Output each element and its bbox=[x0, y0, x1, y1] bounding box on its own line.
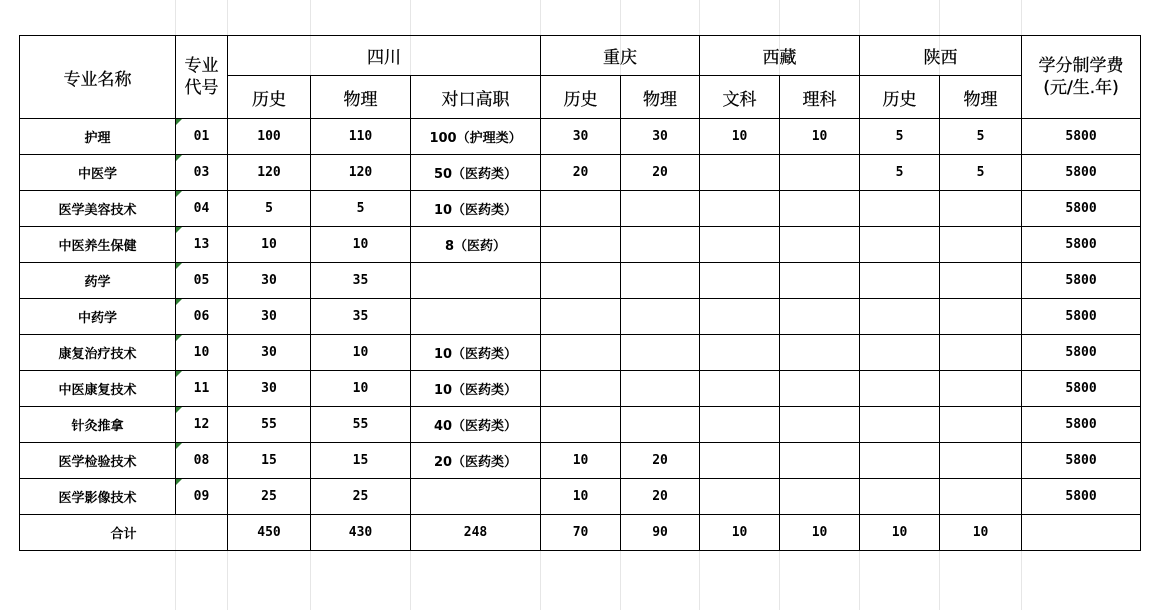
cq-physics-cell[interactable] bbox=[621, 191, 700, 227]
cq-physics-cell[interactable] bbox=[621, 407, 700, 443]
fee-header[interactable] bbox=[1022, 36, 1141, 119]
xz-science-cell[interactable] bbox=[780, 371, 860, 407]
comment-marker-icon bbox=[176, 263, 182, 269]
major-name-cell[interactable]: 医学影像技术 bbox=[20, 479, 176, 515]
code-value: 11 bbox=[193, 381, 210, 396]
xz-liberal-cell[interactable] bbox=[700, 299, 780, 335]
code-value: 06 bbox=[193, 309, 210, 324]
code-cell[interactable] bbox=[176, 443, 228, 479]
sc-vocational-cell[interactable]: 10（医药类） bbox=[411, 371, 541, 407]
sx-history-cell[interactable]: 5 bbox=[860, 119, 940, 155]
comment-marker-icon bbox=[176, 299, 182, 305]
comment-marker-icon bbox=[176, 443, 182, 449]
fee-cell[interactable]: 5800 bbox=[1022, 407, 1141, 443]
cq-physics-cell[interactable] bbox=[621, 299, 700, 335]
cq-physics-cell[interactable] bbox=[621, 371, 700, 407]
code-cell[interactable] bbox=[176, 335, 228, 371]
comment-marker-icon bbox=[176, 227, 182, 233]
cq-history-cell[interactable]: 30 bbox=[541, 119, 621, 155]
sc-vocational-cell[interactable] bbox=[411, 263, 541, 299]
comment-marker-icon bbox=[176, 407, 182, 413]
table-row bbox=[20, 299, 1141, 335]
major-name-cell[interactable]: 中医康复技术 bbox=[20, 371, 176, 407]
sc-physics-header[interactable]: 物理 bbox=[311, 76, 411, 119]
header-row-1 bbox=[20, 36, 1141, 76]
sc-vocational-cell[interactable]: 8（医药） bbox=[411, 227, 541, 263]
sx-history-cell[interactable] bbox=[860, 479, 940, 515]
sc-vocational-cell[interactable]: 10（医药类） bbox=[411, 191, 541, 227]
total-xz-science-cell[interactable]: 10 bbox=[780, 515, 860, 551]
cq-history-cell[interactable] bbox=[541, 263, 621, 299]
table-row bbox=[20, 191, 1141, 227]
code-cell[interactable] bbox=[176, 407, 228, 443]
code-cell[interactable] bbox=[176, 191, 228, 227]
cq-physics-header[interactable]: 物理 bbox=[621, 76, 700, 119]
xz-liberal-cell[interactable] bbox=[700, 155, 780, 191]
code-cell[interactable] bbox=[176, 155, 228, 191]
sx-history-cell[interactable]: 5 bbox=[860, 155, 940, 191]
xz-liberal-cell[interactable] bbox=[700, 443, 780, 479]
xz-science-cell[interactable] bbox=[780, 263, 860, 299]
sc-physics-cell[interactable]: 10 bbox=[311, 227, 411, 263]
fee-cell[interactable]: 5800 bbox=[1022, 119, 1141, 155]
sc-physics-cell[interactable]: 10 bbox=[311, 335, 411, 371]
cq-history-cell[interactable]: 10 bbox=[541, 479, 621, 515]
table-row bbox=[20, 407, 1141, 443]
fee-cell[interactable]: 5800 bbox=[1022, 299, 1141, 335]
total-sc-physics-cell[interactable]: 430 bbox=[311, 515, 411, 551]
xz-science-header[interactable]: 理科 bbox=[780, 76, 860, 119]
sc-history-cell[interactable]: 10 bbox=[228, 227, 311, 263]
sx-physics-cell[interactable]: 5 bbox=[940, 155, 1022, 191]
sc-history-cell[interactable]: 30 bbox=[228, 335, 311, 371]
code-header-line1: 专业 bbox=[184, 56, 219, 76]
sx-physics-cell[interactable] bbox=[940, 263, 1022, 299]
major-name-cell[interactable]: 中医学 bbox=[20, 155, 176, 191]
cq-history-cell[interactable] bbox=[541, 335, 621, 371]
xz-liberal-cell[interactable] bbox=[700, 335, 780, 371]
code-value: 03 bbox=[193, 165, 210, 180]
xz-science-cell[interactable] bbox=[780, 227, 860, 263]
sx-history-cell[interactable] bbox=[860, 299, 940, 335]
sichuan-header[interactable]: 四川 bbox=[228, 36, 541, 76]
code-value: 09 bbox=[193, 489, 210, 504]
table-row bbox=[20, 119, 1141, 155]
xz-science-cell[interactable]: 10 bbox=[780, 119, 860, 155]
cq-physics-cell[interactable] bbox=[621, 263, 700, 299]
comment-marker-icon bbox=[176, 119, 182, 125]
sc-physics-cell[interactable]: 35 bbox=[311, 263, 411, 299]
total-row bbox=[20, 515, 1141, 551]
cq-history-header[interactable]: 历史 bbox=[541, 76, 621, 119]
sc-history-cell[interactable]: 15 bbox=[228, 443, 311, 479]
xz-science-cell[interactable] bbox=[780, 407, 860, 443]
fee-cell[interactable]: 5800 bbox=[1022, 263, 1141, 299]
xizang-header[interactable]: 西藏 bbox=[700, 36, 860, 76]
xz-science-cell[interactable] bbox=[780, 299, 860, 335]
code-value: 08 bbox=[193, 453, 210, 468]
major-name-cell[interactable]: 康复治疗技术 bbox=[20, 335, 176, 371]
fee-cell[interactable]: 5800 bbox=[1022, 155, 1141, 191]
comment-marker-icon bbox=[176, 335, 182, 341]
fee-cell[interactable]: 5800 bbox=[1022, 479, 1141, 515]
sc-vocational-cell[interactable]: 40（医药类） bbox=[411, 407, 541, 443]
code-value: 01 bbox=[193, 129, 210, 144]
xz-liberal-cell[interactable] bbox=[700, 479, 780, 515]
sc-vocational-cell[interactable]: 100（护理类） bbox=[411, 119, 541, 155]
total-label-cell[interactable]: 合计 bbox=[20, 515, 228, 551]
total-cq-history-cell[interactable]: 70 bbox=[541, 515, 621, 551]
sx-history-cell[interactable] bbox=[860, 191, 940, 227]
table-row bbox=[20, 227, 1141, 263]
sc-history-cell[interactable]: 120 bbox=[228, 155, 311, 191]
sx-physics-cell[interactable] bbox=[940, 443, 1022, 479]
total-sc-history-cell[interactable]: 450 bbox=[228, 515, 311, 551]
sx-history-cell[interactable] bbox=[860, 335, 940, 371]
fee-header-line1: 学分制学费 bbox=[1038, 56, 1124, 76]
fee-cell[interactable]: 5800 bbox=[1022, 371, 1141, 407]
cq-physics-cell[interactable] bbox=[621, 227, 700, 263]
xz-liberal-cell[interactable] bbox=[700, 227, 780, 263]
comment-marker-icon bbox=[176, 479, 182, 485]
sc-history-cell[interactable]: 55 bbox=[228, 407, 311, 443]
sc-physics-cell[interactable]: 25 bbox=[311, 479, 411, 515]
sc-history-cell[interactable]: 5 bbox=[228, 191, 311, 227]
cq-history-cell[interactable] bbox=[541, 191, 621, 227]
code-value: 05 bbox=[193, 273, 210, 288]
sx-history-cell[interactable] bbox=[860, 263, 940, 299]
total-sc-vocational-cell[interactable]: 248 bbox=[411, 515, 541, 551]
cq-physics-cell[interactable] bbox=[621, 335, 700, 371]
major-name-cell[interactable]: 药学 bbox=[20, 263, 176, 299]
comment-marker-icon bbox=[176, 371, 182, 377]
xz-science-cell[interactable] bbox=[780, 335, 860, 371]
fee-header-line2: (元/生.年) bbox=[1043, 78, 1119, 98]
code-cell[interactable] bbox=[176, 479, 228, 515]
sc-history-cell[interactable]: 25 bbox=[228, 479, 311, 515]
total-xz-liberal-cell[interactable]: 10 bbox=[700, 515, 780, 551]
sc-vocational-header[interactable]: 对口高职 bbox=[411, 76, 541, 119]
xz-liberal-cell[interactable] bbox=[700, 371, 780, 407]
sc-history-cell[interactable]: 30 bbox=[228, 371, 311, 407]
table-row bbox=[20, 479, 1141, 515]
sx-physics-cell[interactable] bbox=[940, 191, 1022, 227]
sx-physics-cell[interactable] bbox=[940, 299, 1022, 335]
major-name-header[interactable]: 专业名称 bbox=[20, 36, 176, 119]
code-cell[interactable] bbox=[176, 299, 228, 335]
cq-history-cell[interactable] bbox=[541, 227, 621, 263]
table-row bbox=[20, 371, 1141, 407]
total-sx-physics-cell[interactable]: 10 bbox=[940, 515, 1022, 551]
total-sx-history-cell[interactable]: 10 bbox=[860, 515, 940, 551]
cq-physics-cell[interactable]: 20 bbox=[621, 443, 700, 479]
sc-physics-cell[interactable]: 55 bbox=[311, 407, 411, 443]
sx-physics-cell[interactable] bbox=[940, 371, 1022, 407]
sc-physics-cell[interactable]: 120 bbox=[311, 155, 411, 191]
code-cell[interactable] bbox=[176, 119, 228, 155]
xz-liberal-cell[interactable] bbox=[700, 407, 780, 443]
cq-history-cell[interactable] bbox=[541, 371, 621, 407]
code-header-line2: 代号 bbox=[184, 78, 219, 98]
fee-cell[interactable]: 5800 bbox=[1022, 335, 1141, 371]
shaanxi-header[interactable]: 陕西 bbox=[860, 36, 1022, 76]
sc-vocational-cell[interactable]: 50（医药类） bbox=[411, 155, 541, 191]
chongqing-header[interactable]: 重庆 bbox=[541, 36, 700, 76]
sc-physics-cell[interactable]: 15 bbox=[311, 443, 411, 479]
comment-marker-icon bbox=[176, 191, 182, 197]
sx-history-cell[interactable] bbox=[860, 407, 940, 443]
sc-vocational-cell[interactable] bbox=[411, 479, 541, 515]
code-cell[interactable] bbox=[176, 371, 228, 407]
sc-physics-cell[interactable]: 10 bbox=[311, 371, 411, 407]
sx-physics-header[interactable]: 物理 bbox=[940, 76, 1022, 119]
sc-history-cell[interactable]: 100 bbox=[228, 119, 311, 155]
xz-liberal-cell[interactable] bbox=[700, 191, 780, 227]
code-value: 13 bbox=[193, 237, 210, 252]
sc-vocational-cell[interactable]: 10（医药类） bbox=[411, 335, 541, 371]
sx-physics-cell[interactable] bbox=[940, 479, 1022, 515]
fee-cell[interactable]: 5800 bbox=[1022, 227, 1141, 263]
xz-science-cell[interactable] bbox=[780, 443, 860, 479]
code-cell[interactable] bbox=[176, 227, 228, 263]
cq-history-cell[interactable] bbox=[541, 299, 621, 335]
table-row bbox=[20, 263, 1141, 299]
sc-history-cell[interactable]: 30 bbox=[228, 263, 311, 299]
major-name-cell[interactable]: 护理 bbox=[20, 119, 176, 155]
cq-history-cell[interactable] bbox=[541, 407, 621, 443]
cq-history-cell[interactable]: 10 bbox=[541, 443, 621, 479]
sx-history-cell[interactable] bbox=[860, 443, 940, 479]
table-row bbox=[20, 443, 1141, 479]
cq-history-cell[interactable]: 20 bbox=[541, 155, 621, 191]
sx-history-cell[interactable] bbox=[860, 371, 940, 407]
fee-cell[interactable]: 5800 bbox=[1022, 443, 1141, 479]
cq-physics-cell[interactable]: 30 bbox=[621, 119, 700, 155]
sx-history-cell[interactable] bbox=[860, 227, 940, 263]
major-name-cell[interactable]: 中药学 bbox=[20, 299, 176, 335]
sc-vocational-cell[interactable]: 20（医药类） bbox=[411, 443, 541, 479]
xz-science-cell[interactable] bbox=[780, 479, 860, 515]
code-value: 04 bbox=[193, 201, 210, 216]
sx-physics-cell[interactable] bbox=[940, 227, 1022, 263]
code-header[interactable] bbox=[176, 36, 228, 119]
sc-history-cell[interactable]: 30 bbox=[228, 299, 311, 335]
fee-cell[interactable]: 5800 bbox=[1022, 191, 1141, 227]
cq-physics-cell[interactable]: 20 bbox=[621, 155, 700, 191]
code-value: 12 bbox=[193, 417, 210, 432]
sx-history-header[interactable]: 历史 bbox=[860, 76, 940, 119]
code-cell[interactable] bbox=[176, 263, 228, 299]
sc-history-header[interactable]: 历史 bbox=[228, 76, 311, 119]
sc-physics-cell[interactable]: 5 bbox=[311, 191, 411, 227]
xz-science-cell[interactable] bbox=[780, 191, 860, 227]
major-name-cell[interactable]: 针灸推拿 bbox=[20, 407, 176, 443]
sc-physics-cell[interactable]: 110 bbox=[311, 119, 411, 155]
table-row bbox=[20, 335, 1141, 371]
sx-physics-cell[interactable] bbox=[940, 407, 1022, 443]
total-cq-physics-cell[interactable]: 90 bbox=[621, 515, 700, 551]
comment-marker-icon bbox=[176, 155, 182, 161]
xz-liberal-cell[interactable] bbox=[700, 263, 780, 299]
major-name-cell[interactable]: 医学美容技术 bbox=[20, 191, 176, 227]
sc-physics-cell[interactable]: 35 bbox=[311, 299, 411, 335]
sx-physics-cell[interactable]: 5 bbox=[940, 119, 1022, 155]
sx-physics-cell[interactable] bbox=[940, 335, 1022, 371]
xz-science-cell[interactable] bbox=[780, 155, 860, 191]
xz-liberal-cell[interactable]: 10 bbox=[700, 119, 780, 155]
major-name-cell[interactable]: 中医养生保健 bbox=[20, 227, 176, 263]
major-name-cell[interactable]: 医学检验技术 bbox=[20, 443, 176, 479]
xz-liberal-header[interactable]: 文科 bbox=[700, 76, 780, 119]
total-fee-cell[interactable] bbox=[1022, 515, 1141, 551]
code-value: 10 bbox=[193, 345, 210, 360]
cq-physics-cell[interactable]: 20 bbox=[621, 479, 700, 515]
enrollment-quota-table bbox=[19, 35, 1141, 551]
sc-vocational-cell[interactable] bbox=[411, 299, 541, 335]
table-row bbox=[20, 155, 1141, 191]
